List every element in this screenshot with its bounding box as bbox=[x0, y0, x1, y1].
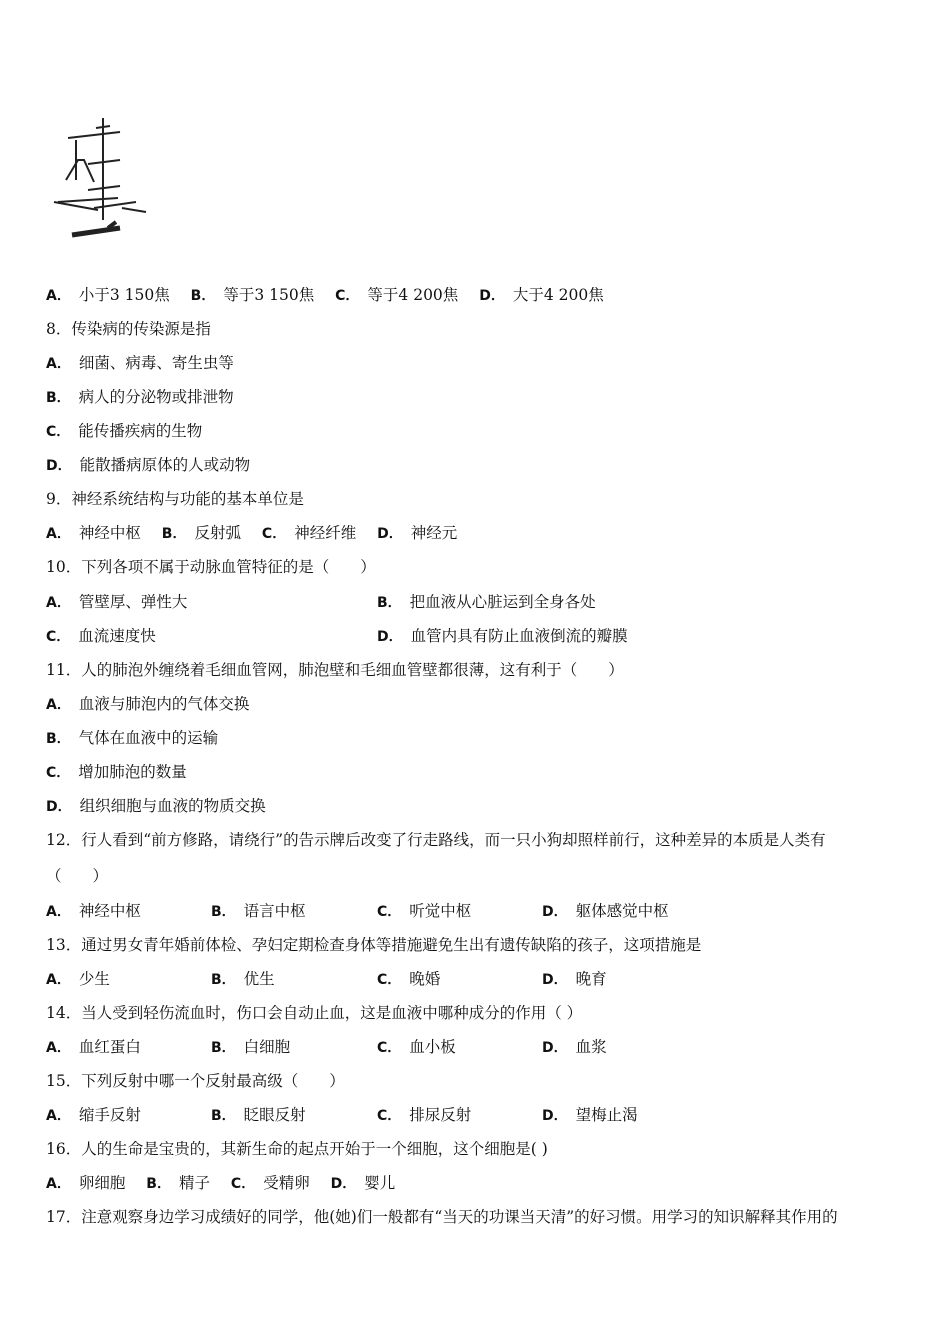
q11-option-b[interactable]: B． 气体在血液中的运输 bbox=[46, 729, 219, 747]
q12-stem: 12．行人看到“前方修路，请绕行”的告示牌后改变了行走路线，而一只小狗却照样前行，这种差异的本质是人类有 bbox=[46, 831, 826, 849]
q13-stem: 13．通过男女青年婚前体检、孕妇定期检查身体等措施避免生出有遗传缺陷的孩子，这项措施是 bbox=[46, 936, 702, 954]
q11-stem: 11．人的肺泡外缠绕着毛细血管网，肺泡壁和毛细血管壁都很薄，这有利于（ ） bbox=[46, 661, 624, 679]
q17-stem: 17．注意观察身边学习成绩好的同学，他(她)们一般都有“当天的功课当天清”的好习惯。用学习的知识解释其作用的 bbox=[46, 1208, 838, 1226]
q12-option-d[interactable]: D． 躯体感觉中枢 bbox=[542, 902, 669, 920]
q8-option-a[interactable]: A． 细菌、病毒、寄生虫等 bbox=[46, 354, 234, 372]
q13-option-d[interactable]: D． 晚育 bbox=[542, 970, 607, 988]
q12-stem-cont: （ ） bbox=[46, 867, 109, 885]
q9-option-d[interactable]: D． 神经元 bbox=[377, 524, 458, 542]
q15-option-a[interactable]: A． 缩手反射 bbox=[46, 1106, 141, 1124]
q9-option-b[interactable]: B． 反射弧 bbox=[161, 524, 241, 542]
q16-options bbox=[46, 1173, 411, 1194]
q15-option-d[interactable]: D． 望梅止渴 bbox=[542, 1106, 638, 1124]
q13-option-b[interactable]: B． 优生 bbox=[211, 970, 275, 988]
q10-stem: 10．下列各项不属于动脉血管特征的是（ ） bbox=[46, 558, 376, 576]
clamp-top bbox=[68, 132, 120, 138]
q10-option-a[interactable]: A． 管壁厚、弹性大 bbox=[46, 593, 188, 611]
q14-option-b[interactable]: B． 白细胞 bbox=[211, 1038, 291, 1056]
lab-apparatus-figure bbox=[48, 110, 158, 250]
q7-option-c[interactable]: C． 等于4 200焦 bbox=[335, 286, 459, 304]
q12-option-a[interactable]: A． 神经中枢 bbox=[46, 902, 141, 920]
q15-stem: 15．下列反射中哪一个反射最高级（ ） bbox=[46, 1072, 345, 1090]
q12-option-b[interactable]: B． 语言中枢 bbox=[211, 902, 306, 920]
q16-option-a[interactable]: A． 卵细胞 bbox=[46, 1174, 126, 1192]
q10-option-d[interactable]: D． 血管内具有防止血液倒流的瓣膜 bbox=[377, 627, 628, 645]
q16-option-c[interactable]: C． 受精卵 bbox=[230, 1174, 310, 1192]
q7-options bbox=[46, 285, 620, 306]
q9-option-a[interactable]: A． 神经中枢 bbox=[46, 524, 141, 542]
q13-option-c[interactable]: C． 晚婚 bbox=[377, 970, 441, 988]
q8-option-d[interactable]: D． 能散播病原体的人或动物 bbox=[46, 456, 251, 474]
q15-option-b[interactable]: B． 眨眼反射 bbox=[211, 1106, 306, 1124]
q10-option-c[interactable]: C． 血流速度快 bbox=[46, 627, 156, 645]
q14-stem: 14．当人受到轻伤流血时，伤口会自动止血，这是血液中哪种成分的作用（ ） bbox=[46, 1004, 583, 1022]
q9-option-c[interactable]: C． 神经纤维 bbox=[261, 524, 357, 542]
q7-option-a[interactable]: A． 小于3 150焦 bbox=[46, 286, 170, 304]
gauze bbox=[58, 198, 118, 202]
q13-option-a[interactable]: A． 少生 bbox=[46, 970, 110, 988]
q12-option-c[interactable]: C． 听觉中枢 bbox=[377, 902, 472, 920]
q15-option-c[interactable]: C． 排尿反射 bbox=[377, 1106, 472, 1124]
q9-options bbox=[46, 523, 473, 544]
q9-stem: 9．神经系统结构与功能的基本单位是 bbox=[46, 490, 304, 508]
q11-option-a[interactable]: A． 血液与肺泡内的气体交换 bbox=[46, 695, 250, 713]
q16-option-d[interactable]: D． 婴儿 bbox=[330, 1174, 396, 1192]
q16-stem: 16．人的生命是宝贵的，其新生命的起点开始于一个细胞，这个细胞是( ) bbox=[46, 1140, 548, 1158]
q8-option-c[interactable]: C． 能传播疾病的生物 bbox=[46, 422, 203, 440]
stand-base bbox=[72, 228, 120, 235]
q11-option-d[interactable]: D． 组织细胞与血液的物质交换 bbox=[46, 797, 266, 815]
q10-option-b[interactable]: B． 把血液从心脏运到全身各处 bbox=[377, 593, 596, 611]
q11-option-c[interactable]: C． 增加肺泡的数量 bbox=[46, 763, 187, 781]
q8-option-b[interactable]: B． 病人的分泌物或排泄物 bbox=[46, 388, 234, 406]
burner-arm bbox=[94, 202, 136, 208]
q14-option-c[interactable]: C． 血小板 bbox=[377, 1038, 456, 1056]
q14-option-d[interactable]: D． 血浆 bbox=[542, 1038, 607, 1056]
q14-option-a[interactable]: A． 血红蛋白 bbox=[46, 1038, 141, 1056]
q7-option-b[interactable]: B． 等于3 150焦 bbox=[190, 286, 315, 304]
q7-option-d[interactable]: D． 大于4 200焦 bbox=[479, 286, 604, 304]
q8-stem: 8．传染病的传染源是指 bbox=[46, 320, 211, 338]
q16-option-b[interactable]: B． 精子 bbox=[146, 1174, 210, 1192]
